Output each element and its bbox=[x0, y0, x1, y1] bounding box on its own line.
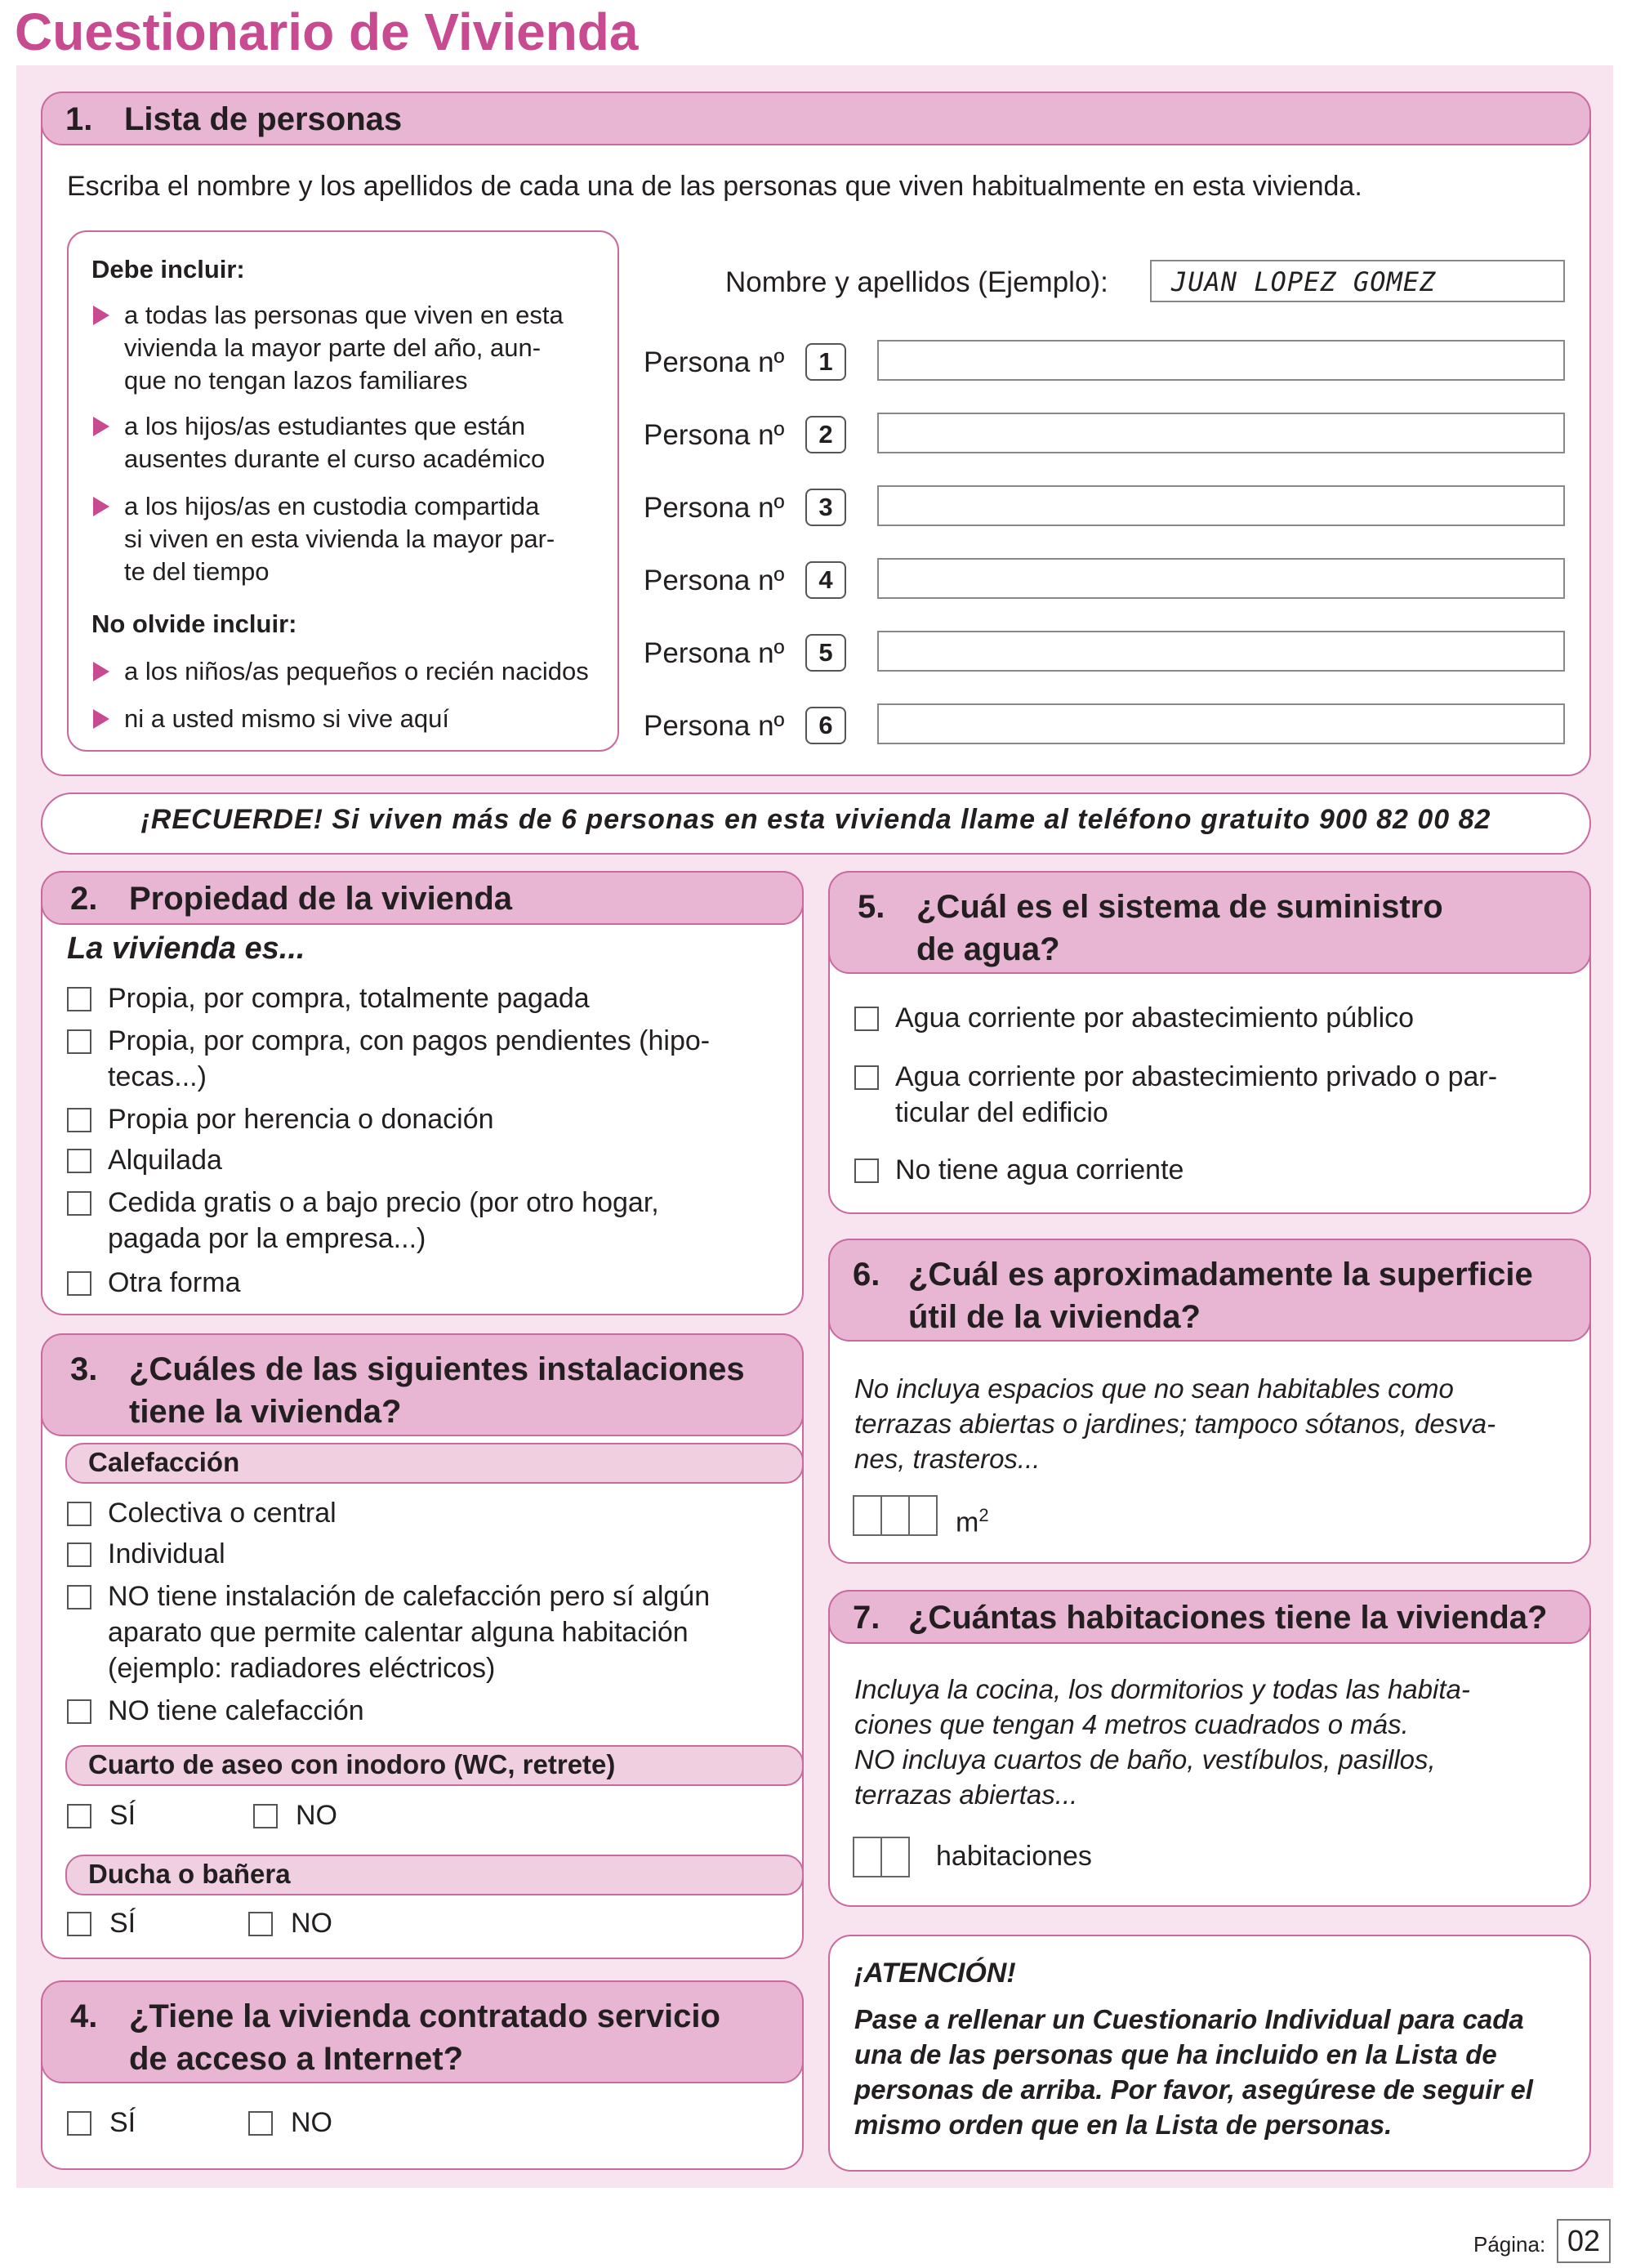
subsection-shower-header: Ducha o bañera bbox=[65, 1855, 804, 1895]
section-number: 2. bbox=[70, 881, 98, 917]
persona-number-badge: 4 bbox=[805, 561, 846, 599]
checkbox-internet-si[interactable] bbox=[67, 2111, 91, 2136]
section-6-header bbox=[828, 1239, 1591, 1342]
example-name-field bbox=[1150, 260, 1565, 302]
example-name-value: JUAN LOPEZ GOMEZ bbox=[1171, 266, 1437, 297]
section-number: 6. bbox=[853, 1257, 880, 1292]
rooms-digit-2[interactable] bbox=[880, 1837, 910, 1877]
persona-number-badge: 1 bbox=[805, 343, 846, 381]
checkbox-ducha-no[interactable] bbox=[248, 1912, 273, 1936]
option-label: No tiene agua corriente bbox=[895, 1154, 1184, 1185]
section-number: 5. bbox=[858, 889, 885, 925]
example-label: Nombre y apellidos (Ejemplo): bbox=[725, 266, 1108, 298]
option-label: Propia por herencia o donación bbox=[108, 1104, 494, 1135]
not-forget-title: No olvide incluir: bbox=[91, 609, 297, 638]
persona-label: Persona nº bbox=[644, 565, 785, 596]
option-label: SÍ bbox=[109, 1800, 136, 1831]
section-number: 1. bbox=[65, 101, 93, 137]
option-label: Agua corriente por abastecimiento público bbox=[895, 1002, 1415, 1034]
persona-number-badge: 3 bbox=[805, 489, 846, 526]
persona-label: Persona nº bbox=[644, 419, 785, 451]
persona-1-name-input[interactable] bbox=[877, 340, 1565, 381]
checkbox-wc-no[interactable] bbox=[253, 1804, 278, 1828]
section-7-note: Incluya la cocina, los dormitorios y todas las habita- ciones que tengan 4 metros cuadrados o más. NO incluya cuartos de baño, vestíbulos, pasillos, terrazas abiertas... bbox=[854, 1674, 1470, 1810]
bullet-triangle-icon bbox=[93, 709, 109, 729]
option-label: SÍ bbox=[109, 2107, 136, 2138]
option-label: Alquilada bbox=[108, 1145, 222, 1176]
persona-2-name-input[interactable] bbox=[877, 413, 1565, 453]
section-2-lead: La vivienda es... bbox=[67, 931, 305, 966]
not-forget-item-1: a los niños/as pequeños o recién nacidos bbox=[124, 657, 589, 685]
checkbox-agua-privada[interactable] bbox=[854, 1065, 879, 1090]
page-title: Cuestionario de Vivienda bbox=[15, 2, 639, 61]
checkbox-ducha-si[interactable] bbox=[67, 1912, 91, 1936]
checkbox-wc-si[interactable] bbox=[67, 1804, 91, 1828]
bullet-triangle-icon bbox=[93, 497, 109, 516]
section-1-header bbox=[41, 92, 1591, 145]
option-label: SÍ bbox=[109, 1908, 136, 1939]
persona-label: Persona nº bbox=[644, 346, 785, 378]
rooms-unit: habitaciones bbox=[936, 1841, 1092, 1872]
persona-6-name-input[interactable] bbox=[877, 703, 1565, 744]
rooms-digit-1[interactable] bbox=[853, 1837, 882, 1877]
section-5-header bbox=[828, 871, 1591, 974]
section-number: 4. bbox=[70, 1998, 98, 2034]
section-title: Lista de personas bbox=[124, 101, 403, 137]
checkbox-internet-no[interactable] bbox=[248, 2111, 273, 2136]
persona-number-badge: 6 bbox=[805, 707, 846, 744]
option-label: Colectiva o central bbox=[108, 1498, 337, 1529]
checkbox-colectiva[interactable] bbox=[67, 1502, 91, 1526]
section-1-instruction: Escriba el nombre y los apellidos de cada una de las personas que viven habitualmente en esta vivienda. bbox=[67, 171, 1362, 202]
option-label: Cedida gratis o a bajo precio (por otro hogar, pagada por la empresa...) bbox=[108, 1187, 659, 1254]
page-label: Página: bbox=[1473, 2232, 1546, 2257]
include-title: Debe incluir: bbox=[91, 255, 245, 284]
checkbox-propia-pendiente[interactable] bbox=[67, 1029, 91, 1054]
checkbox-agua-publica[interactable] bbox=[854, 1007, 879, 1031]
option-label: NO bbox=[291, 2107, 332, 2138]
section-3-header bbox=[41, 1333, 804, 1436]
bullet-triangle-icon bbox=[93, 306, 109, 325]
section-title: ¿Tiene la vivienda contratado servicio de acceso a Internet? bbox=[129, 1998, 720, 2077]
checkbox-otra-forma[interactable] bbox=[67, 1271, 91, 1296]
persona-4-name-input[interactable] bbox=[877, 558, 1565, 599]
bullet-triangle-icon bbox=[93, 662, 109, 681]
checkbox-sin-agua[interactable] bbox=[854, 1159, 879, 1183]
checkbox-individual[interactable] bbox=[67, 1543, 91, 1567]
checkbox-no-calefaccion[interactable] bbox=[67, 1699, 91, 1724]
persona-label: Persona nº bbox=[644, 637, 785, 669]
section-title: ¿Cuál es el sistema de suministro de agua? bbox=[916, 889, 1443, 967]
checkbox-propia-pagada[interactable] bbox=[67, 987, 91, 1011]
section-number: 7. bbox=[853, 1600, 880, 1636]
option-label: NO bbox=[296, 1800, 337, 1831]
checkbox-alquilada[interactable] bbox=[67, 1149, 91, 1173]
section-7-header bbox=[828, 1590, 1591, 1644]
section-4-header bbox=[41, 1980, 804, 2083]
option-label: Agua corriente por abastecimiento privado o par- ticular del edificio bbox=[895, 1061, 1498, 1128]
section-title: ¿Cuántas habitaciones tiene la vivienda? bbox=[908, 1600, 1548, 1636]
option-label: NO bbox=[291, 1908, 332, 1939]
checkbox-herencia[interactable] bbox=[67, 1108, 91, 1132]
persona-number-badge: 5 bbox=[805, 634, 846, 672]
surface-digit-1[interactable] bbox=[853, 1495, 882, 1536]
subsection-heating-header: Calefacción bbox=[65, 1443, 804, 1484]
persona-label: Persona nº bbox=[644, 710, 785, 742]
option-label: Propia, por compra, totalmente pagada bbox=[108, 983, 590, 1014]
reminder-text: ¡RECUERDE! Si viven más de 6 personas en esta vivienda llame al teléfono gratuito 900 82 00 82 bbox=[140, 804, 1491, 835]
section-6-note: No incluya espacios que no sean habitables como terrazas abiertas o jardines; tampoco sótanos, desva- nes, trasteros... bbox=[854, 1373, 1496, 1474]
persona-3-name-input[interactable] bbox=[877, 485, 1565, 526]
persona-label: Persona nº bbox=[644, 492, 785, 524]
persona-number-badge: 2 bbox=[805, 416, 846, 453]
attention-title: ¡ATENCIÓN! bbox=[854, 1958, 1016, 1989]
option-label: NO tiene calefacción bbox=[108, 1695, 364, 1726]
include-item-2: a los hijos/as estudiantes que están ausentes durante el curso académico bbox=[124, 412, 546, 473]
bullet-triangle-icon bbox=[93, 417, 109, 436]
include-item-3: a los hijos/as en custodia compartida si viven en esta vivienda la mayor par- te del tiempo bbox=[124, 492, 555, 586]
attention-text: Pase a rellenar un Cuestionario Individual para cada una de las personas que ha incluido en la Lista de personas de arriba. Por favor, asegúrese de seguir el mismo orden que en la Lista de personas. bbox=[854, 2004, 1533, 2140]
section-title: ¿Cuáles de las siguientes instalaciones tiene la vivienda? bbox=[129, 1351, 745, 1430]
checkbox-aparato[interactable] bbox=[67, 1585, 91, 1609]
option-label: Propia, por compra, con pagos pendientes (hipo- tecas...) bbox=[108, 1025, 711, 1092]
option-label: Individual bbox=[108, 1538, 225, 1569]
surface-digit-3[interactable] bbox=[908, 1495, 938, 1536]
section-number: 3. bbox=[70, 1351, 98, 1387]
option-label: Otra forma bbox=[108, 1267, 241, 1298]
option-label: NO tiene instalación de calefacción pero sí algún aparato que permite calentar alguna habitación (ejemplo: radiadores eléctricos) bbox=[108, 1581, 711, 1684]
section-2-header bbox=[41, 871, 804, 925]
checkbox-cedida[interactable] bbox=[67, 1191, 91, 1216]
include-item-1: a todas las personas que viven en esta vivienda la mayor parte del año, aun- que no tengan lazos familiares bbox=[124, 301, 564, 395]
surface-unit: $m^2$ bbox=[956, 1505, 989, 1538]
section-title: Propiedad de la vivienda bbox=[129, 881, 513, 917]
page-number: 02 bbox=[1557, 2219, 1611, 2263]
subsection-wc-header: Cuarto de aseo con inodoro (WC, retrete) bbox=[65, 1745, 804, 1786]
section-title: ¿Cuál es aproximadamente la superficie útil de la vivienda? bbox=[908, 1257, 1533, 1335]
surface-digit-2[interactable] bbox=[880, 1495, 910, 1536]
persona-5-name-input[interactable] bbox=[877, 631, 1565, 672]
not-forget-item-2: ni a usted mismo si vive aquí bbox=[124, 704, 450, 733]
